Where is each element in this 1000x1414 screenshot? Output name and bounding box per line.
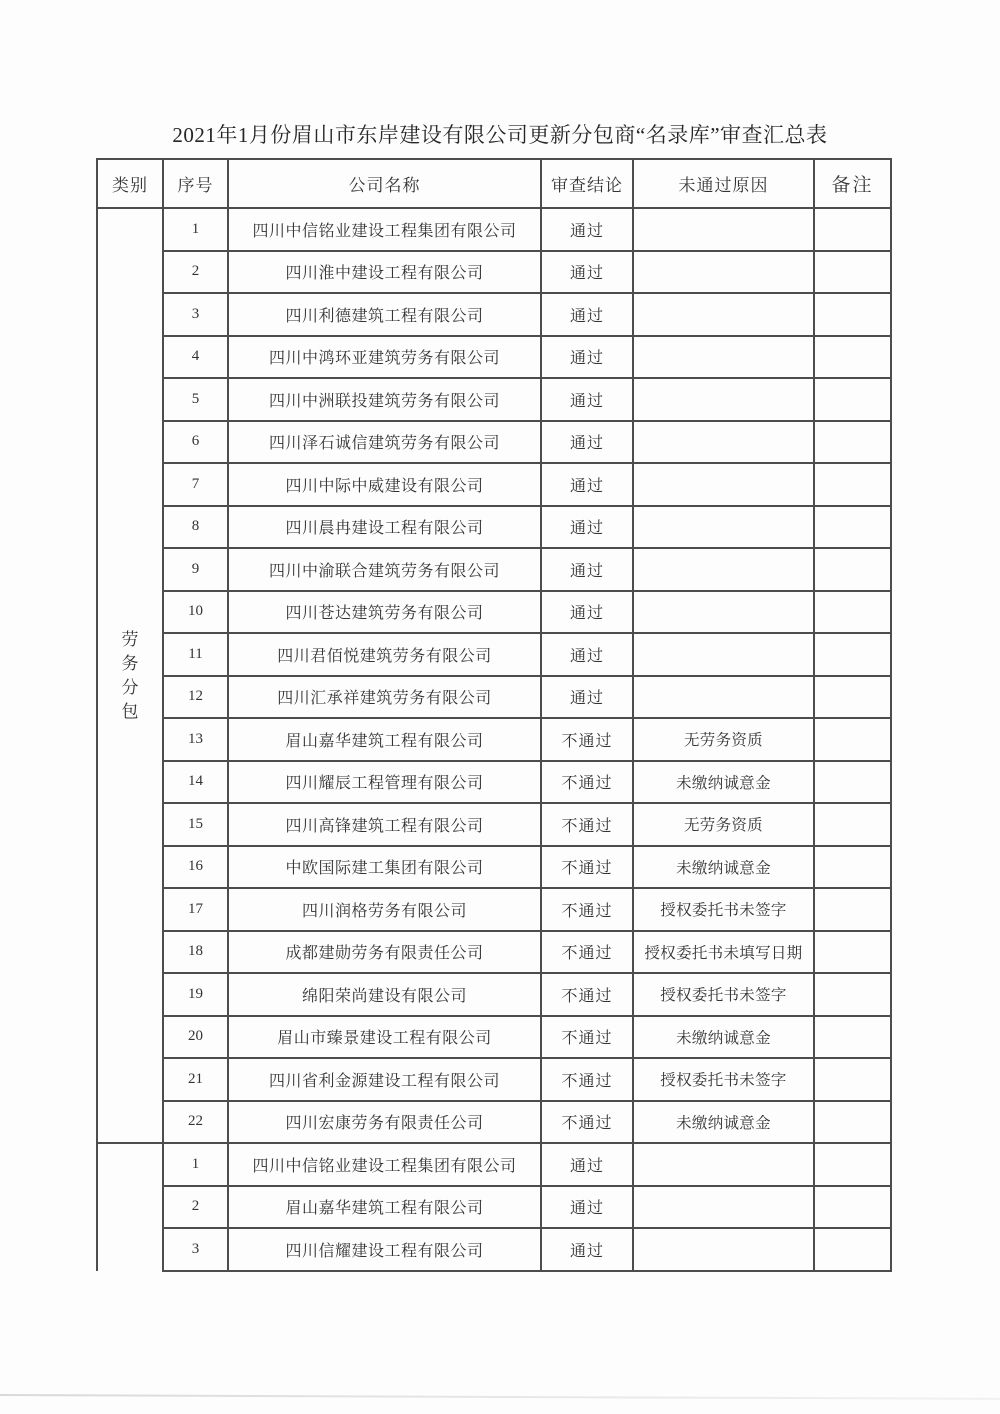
row-index: 8 [163, 506, 228, 549]
fail-reason [633, 293, 814, 336]
row-index: 2 [163, 251, 228, 294]
remark-cell [814, 633, 891, 676]
table-row [97, 973, 891, 1016]
company-name: 四川宏康劳务有限责任公司 [228, 1101, 541, 1144]
row-index: 4 [163, 336, 228, 379]
row-index: 14 [163, 761, 228, 804]
review-conclusion: 不通过 [541, 931, 633, 974]
company-name: 眉山市臻景建设工程有限公司 [228, 1016, 541, 1059]
review-conclusion: 不通过 [541, 803, 633, 846]
fail-reason [633, 336, 814, 379]
review-conclusion: 通过 [541, 463, 633, 506]
table-row [97, 336, 891, 379]
table-row [97, 591, 891, 634]
category-cell-continued [97, 1143, 163, 1271]
row-index: 21 [163, 1058, 228, 1101]
table-row [97, 676, 891, 719]
remark-cell [814, 506, 891, 549]
fail-reason [633, 548, 814, 591]
table-row [97, 1016, 891, 1059]
col-header-reason: 未通过原因 [633, 159, 814, 208]
fail-reason [633, 421, 814, 464]
fail-reason: 未缴纳诚意金 [633, 761, 814, 804]
remark-cell [814, 548, 891, 591]
fail-reason [633, 251, 814, 294]
review-conclusion: 不通过 [541, 888, 633, 931]
remark-cell [814, 208, 891, 251]
col-header-remark: 备注 [814, 159, 891, 208]
review-conclusion: 不通过 [541, 761, 633, 804]
fail-reason [633, 1228, 814, 1271]
fail-reason [633, 1143, 814, 1186]
company-name: 四川泽石诚信建筑劳务有限公司 [228, 421, 541, 464]
remark-cell [814, 293, 891, 336]
remark-cell [814, 718, 891, 761]
row-index: 1 [163, 208, 228, 251]
row-index: 3 [163, 1228, 228, 1271]
remark-cell [814, 1058, 891, 1101]
company-name: 四川耀辰工程管理有限公司 [228, 761, 541, 804]
category-cell-labor-subcontract [97, 208, 163, 1143]
fail-reason [633, 208, 814, 251]
fail-reason [633, 463, 814, 506]
table-row [97, 421, 891, 464]
company-name: 成都建勋劳务有限责任公司 [228, 931, 541, 974]
fail-reason [633, 676, 814, 719]
fail-reason: 无劳务资质 [633, 803, 814, 846]
row-index: 18 [163, 931, 228, 974]
row-index: 5 [163, 378, 228, 421]
remark-cell [814, 463, 891, 506]
company-name: 四川中鸿环亚建筑劳务有限公司 [228, 336, 541, 379]
company-name: 四川淮中建设工程有限公司 [228, 251, 541, 294]
row-index: 20 [163, 1016, 228, 1059]
remark-cell [814, 931, 891, 974]
table-row [97, 1186, 891, 1229]
remark-cell [814, 591, 891, 634]
review-conclusion: 通过 [541, 251, 633, 294]
company-name: 四川苍达建筑劳务有限公司 [228, 591, 541, 634]
fail-reason [633, 506, 814, 549]
row-index: 1 [163, 1143, 228, 1186]
row-index: 9 [163, 548, 228, 591]
header-row [97, 159, 891, 208]
remark-cell [814, 1016, 891, 1059]
table-row [97, 548, 891, 591]
company-name: 眉山嘉华建筑工程有限公司 [228, 718, 541, 761]
remark-cell [814, 1143, 891, 1186]
review-conclusion: 通过 [541, 591, 633, 634]
fail-reason: 授权委托书未签字 [633, 1058, 814, 1101]
table-row [97, 718, 891, 761]
fail-reason: 未缴纳诚意金 [633, 846, 814, 889]
review-conclusion: 通过 [541, 1186, 633, 1229]
review-conclusion: 通过 [541, 208, 633, 251]
remark-cell [814, 251, 891, 294]
row-index: 19 [163, 973, 228, 1016]
review-conclusion: 通过 [541, 1228, 633, 1271]
review-conclusion: 不通过 [541, 1058, 633, 1101]
review-conclusion: 通过 [541, 336, 633, 379]
fail-reason [633, 1186, 814, 1229]
table-row [97, 251, 891, 294]
company-name: 四川高锋建筑工程有限公司 [228, 803, 541, 846]
row-index: 3 [163, 293, 228, 336]
table-row [97, 1058, 891, 1101]
table-row [97, 378, 891, 421]
fail-reason: 无劳务资质 [633, 718, 814, 761]
review-conclusion: 不通过 [541, 1101, 633, 1144]
fail-reason [633, 591, 814, 634]
remark-cell [814, 1101, 891, 1144]
fail-reason [633, 633, 814, 676]
fail-reason: 授权委托书未签字 [633, 888, 814, 931]
review-conclusion: 不通过 [541, 973, 633, 1016]
remark-cell [814, 973, 891, 1016]
table-row [97, 506, 891, 549]
table-row [97, 761, 891, 804]
table-row [97, 931, 891, 974]
company-name: 绵阳荣尚建设有限公司 [228, 973, 541, 1016]
company-name: 四川中际中威建设有限公司 [228, 463, 541, 506]
col-header-company: 公司名称 [228, 159, 541, 208]
review-conclusion: 通过 [541, 378, 633, 421]
row-index: 15 [163, 803, 228, 846]
row-index: 6 [163, 421, 228, 464]
company-name: 四川省利金源建设工程有限公司 [228, 1058, 541, 1101]
review-conclusion: 通过 [541, 548, 633, 591]
review-conclusion: 不通过 [541, 1016, 633, 1059]
company-name: 四川中渝联合建筑劳务有限公司 [228, 548, 541, 591]
table-row [97, 1143, 891, 1186]
page-title: 2021年1月份眉山市东岸建设有限公司更新分包商“名录库”审查汇总表 [172, 123, 828, 147]
company-name: 眉山嘉华建筑工程有限公司 [228, 1186, 541, 1229]
fail-reason: 未缴纳诚意金 [633, 1016, 814, 1059]
review-conclusion: 通过 [541, 506, 633, 549]
fail-reason: 授权委托书未签字 [633, 973, 814, 1016]
row-index: 22 [163, 1101, 228, 1144]
row-index: 2 [163, 1186, 228, 1229]
table-row [97, 803, 891, 846]
remark-cell [814, 803, 891, 846]
row-index: 12 [163, 676, 228, 719]
table-row [97, 208, 891, 251]
company-name: 四川润格劳务有限公司 [228, 888, 541, 931]
table-row [97, 633, 891, 676]
row-index: 13 [163, 718, 228, 761]
table-row [97, 846, 891, 889]
review-conclusion: 通过 [541, 676, 633, 719]
remark-cell [814, 888, 891, 931]
review-conclusion: 通过 [541, 421, 633, 464]
col-header-conclusion: 审查结论 [541, 159, 633, 208]
row-index: 10 [163, 591, 228, 634]
company-name: 四川利德建筑工程有限公司 [228, 293, 541, 336]
table-row [97, 1228, 891, 1271]
scan-shadow [0, 1394, 1000, 1400]
col-header-index: 序号 [163, 159, 228, 208]
company-name: 四川中洲联投建筑劳务有限公司 [228, 378, 541, 421]
review-table [96, 158, 892, 1272]
fail-reason: 未缴纳诚意金 [633, 1101, 814, 1144]
remark-cell [814, 846, 891, 889]
row-index: 11 [163, 633, 228, 676]
table-row [97, 1101, 891, 1144]
company-name: 四川君佰悦建筑劳务有限公司 [228, 633, 541, 676]
remark-cell [814, 761, 891, 804]
col-header-category: 类别 [97, 159, 163, 208]
review-conclusion: 不通过 [541, 846, 633, 889]
remark-cell [814, 421, 891, 464]
review-conclusion: 不通过 [541, 718, 633, 761]
company-name: 四川汇承祥建筑劳务有限公司 [228, 676, 541, 719]
company-name: 四川中信铭业建设工程集团有限公司 [228, 208, 541, 251]
review-conclusion: 通过 [541, 633, 633, 676]
remark-cell [814, 336, 891, 379]
fail-reason: 授权委托书未填写日期 [633, 931, 814, 974]
review-conclusion: 通过 [541, 1143, 633, 1186]
table-row [97, 463, 891, 506]
remark-cell [814, 1228, 891, 1271]
company-name: 四川晨冉建设工程有限公司 [228, 506, 541, 549]
review-conclusion: 通过 [541, 293, 633, 336]
remark-cell [814, 676, 891, 719]
row-index: 16 [163, 846, 228, 889]
category-label: 劳务分包 [121, 629, 139, 721]
row-index: 17 [163, 888, 228, 931]
remark-cell [814, 1186, 891, 1229]
company-name: 中欧国际建工集团有限公司 [228, 846, 541, 889]
remark-cell [814, 378, 891, 421]
fail-reason [633, 378, 814, 421]
company-name: 四川中信铭业建设工程集团有限公司 [228, 1143, 541, 1186]
row-index: 7 [163, 463, 228, 506]
table-row [97, 293, 891, 336]
company-name: 四川信耀建设工程有限公司 [228, 1228, 541, 1271]
table-row [97, 888, 891, 931]
